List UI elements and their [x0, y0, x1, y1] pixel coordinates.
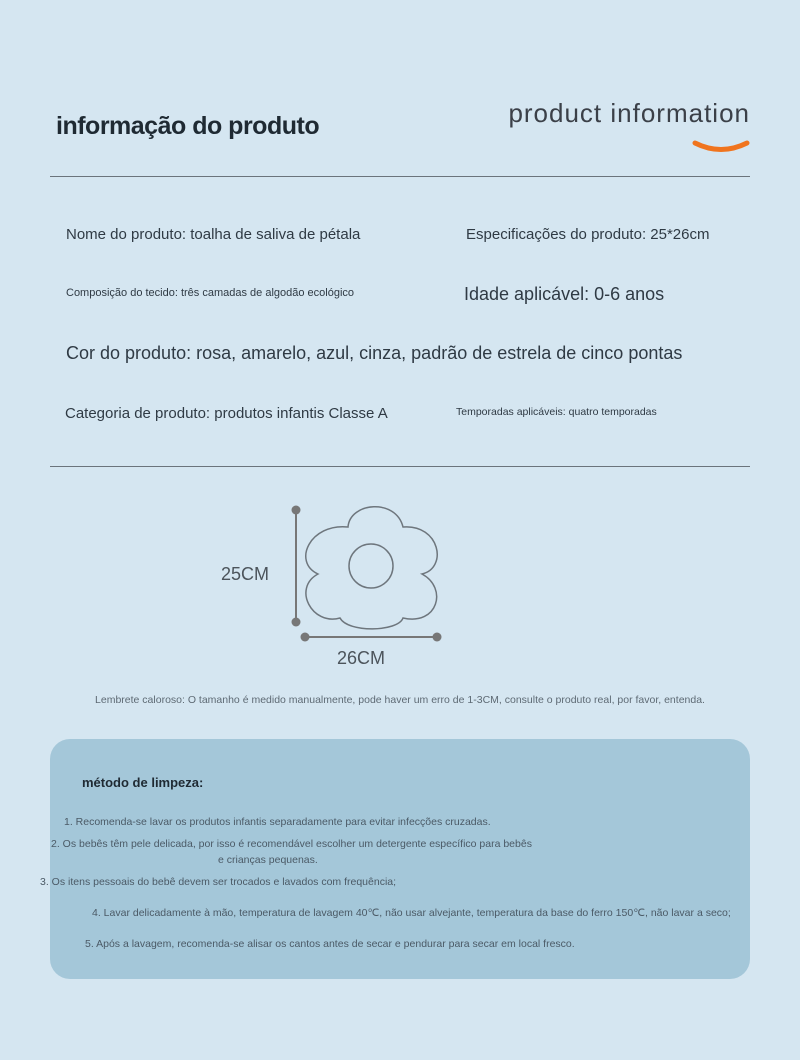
divider-top — [50, 176, 750, 177]
neck-hole-circle — [349, 544, 393, 588]
cleaning-step-4: 4. Lavar delicadamente à mão, temperatura de lavagem 40℃, não usar alvejante, temperatura da base do ferro 150℃, não lavar a seco; — [92, 907, 731, 919]
spec-category: Categoria de produto: produtos infantis Classe A — [65, 405, 388, 422]
divider-middle — [50, 466, 750, 467]
cleaning-title: método de limpeza: — [82, 775, 204, 790]
spec-seasons: Temporadas aplicáveis: quatro temporadas — [456, 406, 657, 418]
height-label: 25CM — [221, 564, 270, 584]
height-dim-dot-bottom — [292, 618, 301, 627]
cleaning-step-3: 3. Os itens pessoais do bebê devem ser trocados e lavados com frequência; — [40, 876, 397, 888]
size-note: Lembrete caloroso: O tamanho é medido manualmente, pode haver um erro de 1-3CM, consulte o produto real, por favor, entenda. — [95, 694, 705, 706]
page-title-english: product information — [508, 98, 750, 128]
width-dim-dot-right — [433, 633, 442, 642]
flower-shape-icon — [306, 507, 437, 629]
spec-product-name: Nome do produto: toalha de saliva de pétala — [66, 226, 361, 243]
cleaning-step-2-continued: e crianças pequenas. — [218, 854, 318, 866]
spec-fabric: Composição do tecido: três camadas de algodão ecológico — [66, 287, 355, 299]
page-title: informação do produto — [56, 112, 320, 140]
spec-color: Cor do produto: rosa, amarelo, azul, cinza, padrão de estrela de cinco pontas — [66, 343, 683, 363]
cleaning-step-1: 1. Recomenda-se lavar os produtos infantis separadamente para evitar infecções cruzadas. — [64, 816, 491, 828]
spec-age: Idade aplicável: 0-6 anos — [464, 284, 665, 304]
cleaning-step-2: 2. Os bebês têm pele delicada, por isso é recomendável escolher um detergente específico para bebês — [51, 838, 532, 850]
height-dim-dot-top — [292, 506, 301, 515]
smile-accent-icon — [692, 138, 750, 156]
spec-product-size: Especificações do produto: 25*26cm — [466, 226, 710, 243]
cleaning-step-5: 5. Após a lavagem, recomenda-se alisar os cantos antes de secar e pendurar para secar em local fresco. — [85, 938, 575, 950]
width-label: 26CM — [337, 648, 386, 668]
width-dim-dot-left — [301, 633, 310, 642]
